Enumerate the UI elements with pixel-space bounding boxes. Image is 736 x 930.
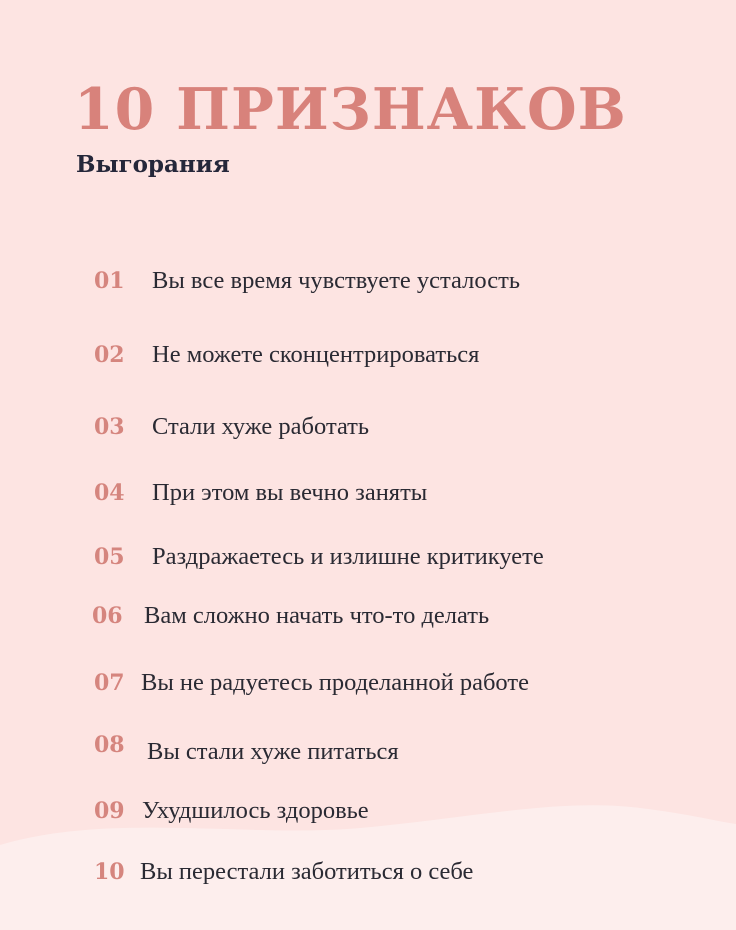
item-number: 10	[94, 859, 125, 885]
item-number: 06	[92, 603, 123, 629]
item-number: 09	[94, 798, 125, 824]
item-text: Стали хуже работать	[152, 413, 370, 440]
item-text: Ухудшилось здоровье	[142, 797, 369, 824]
item-text: Вы перестали заботиться о себе	[140, 858, 474, 885]
item-number: 05	[94, 544, 125, 570]
item-text: Вы не радуетесь проделанной работе	[141, 669, 529, 696]
item-number: 02	[94, 342, 125, 368]
item-text: Вы все время чувствуете усталость	[152, 267, 520, 294]
item-number: 03	[94, 414, 125, 440]
page-subtitle: Выгорания	[76, 151, 230, 178]
item-number: 04	[94, 480, 125, 506]
page-title: 10 ПРИЗНАКОВ	[74, 76, 627, 143]
item-number: 08	[94, 732, 125, 758]
item-number: 07	[94, 670, 125, 696]
item-number: 01	[94, 268, 125, 294]
item-text: Раздражаетесь и излишне критикуете	[152, 543, 544, 570]
item-text: Вам сложно начать что-то делать	[144, 602, 490, 629]
item-text: При этом вы вечно заняты	[152, 479, 428, 506]
item-text: Вы стали хуже питаться	[147, 738, 399, 765]
item-text: Не можете сконцентрироваться	[152, 341, 480, 368]
